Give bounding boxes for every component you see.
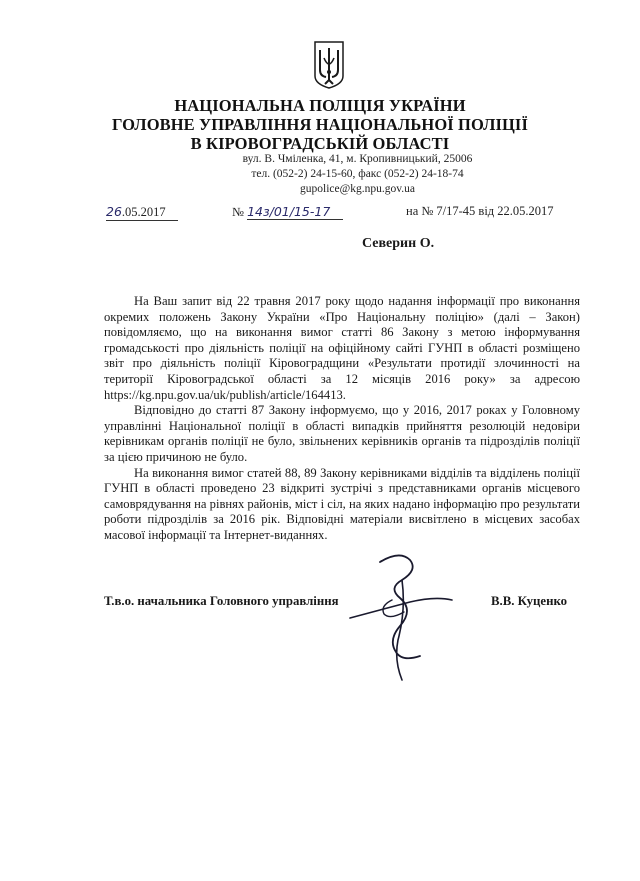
paragraph-3: На виконання вимог статей 88, 89 Закону керівниками відділів та відділень поліції ГУНП в області проведено 23 відкриті зустрічі з представниками органів місцевого самоврядування на рівнях районів, міст і сіл, на яких надано інформацію про результати роботи підрозділів за 2016 рік. Відповідні матеріали висвітлено в місцевих засобах масової інформації та Інтернет-виданнях.	[104, 465, 580, 542]
date-handwritten: 26	[106, 204, 122, 219]
org-name-line3: В КІРОВОГРАДСЬКІЙ ОБЛАСТІ	[190, 134, 450, 153]
org-address: вул. В. Чміленка, 41, м. Кропивницький, 25006	[242, 153, 473, 165]
signatory-name: В.В. Куценко	[491, 594, 568, 608]
trident-emblem-icon	[313, 40, 345, 90]
signatory-position: Т.в.о. начальника Головного управління	[104, 594, 339, 608]
org-name-line2: ГОЛОВНЕ УПРАВЛІННЯ НАЦІОНАЛЬНОЇ ПОЛІЦІЇ	[112, 115, 528, 134]
handwritten-signature-icon	[340, 540, 460, 690]
letter-number	[232, 204, 343, 220]
number-prefix: №	[232, 205, 244, 219]
recipient-name: Северин О.	[362, 236, 435, 251]
letter-body	[104, 294, 580, 544]
letter-date	[106, 204, 178, 221]
date-printed: .05.2017	[121, 205, 166, 219]
org-email: gupolice@kg.npu.gov.ua	[300, 183, 415, 195]
number-handwritten: 14з/01/15-17	[247, 204, 343, 220]
org-phones: тел. (052-2) 24-15-60, факс (052-2) 24-18-74	[251, 168, 464, 180]
org-name-line1: НАЦІОНАЛЬНА ПОЛІЦІЯ УКРАЇНИ	[174, 96, 466, 115]
paragraph-1: На Ваш запит від 22 травня 2017 року щодо надання інформації про виконання окремих положень Закону України «Про Національну поліцію» (далі – Закон) повідомляємо, що на виконання вимог статті 86 Закону з метою інформування громадськості про діяльність поліції на офіційному сайті ГУНП в області розміщено звіт про діяльність поліції Кіровоградщини «Результати протидії злочинності на території Кіровоградської області за 12 місяців 2016 року» за адресою https://kg.npu.gov.ua/uk/publish/article/164413.	[104, 294, 580, 402]
reference-number: на № 7/17-45 від 22.05.2017	[406, 204, 554, 218]
paragraph-2: Відповідно до статті 87 Закону інформуємо, що у 2016, 2017 роках у Головному управлінні Національної поліції в області випадків прийняття резолюцій недовіри керівникам органів поліції не було, звільнених керівників органів та підрозділів поліції за цією причиною не було.	[104, 403, 580, 464]
